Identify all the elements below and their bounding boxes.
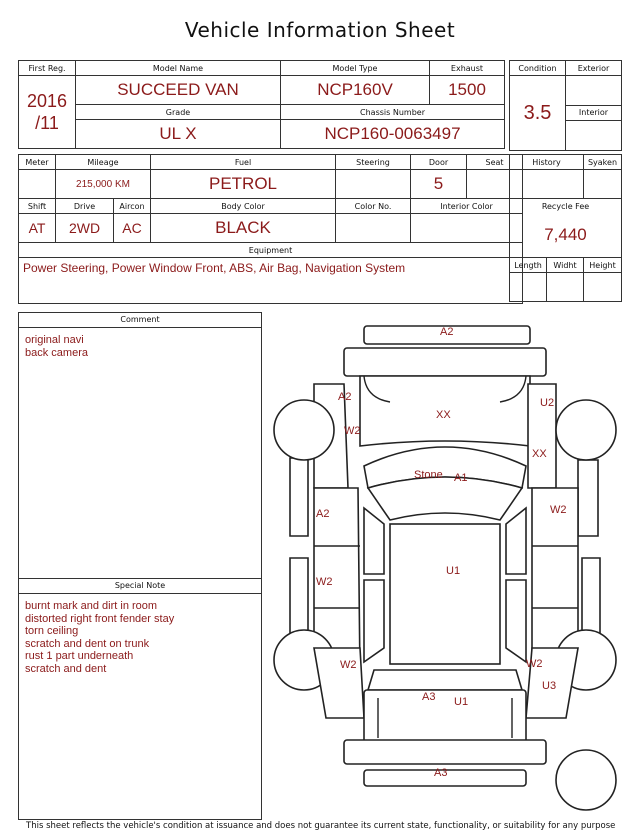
special-note-line: rust 1 part underneath — [25, 650, 134, 662]
page-title: Vehicle Information Sheet — [184, 18, 456, 42]
condition-header: Condition — [510, 61, 566, 76]
label-rear-glass: A3 — [422, 691, 436, 703]
syaken-value — [584, 170, 622, 199]
seat-header: Seat — [467, 155, 523, 170]
shift-value: AT — [19, 214, 56, 243]
first-reg-year: 2016 — [26, 91, 68, 111]
first-reg-month: /11 — [35, 113, 59, 133]
first-reg-value — [19, 76, 76, 149]
body-color-header: Body Color — [151, 199, 336, 214]
label-left-rear-door: W2 — [316, 576, 333, 588]
left-rear-fender — [314, 648, 364, 718]
width-header: Widht — [547, 258, 584, 273]
windshield-glass — [368, 477, 522, 520]
special-note-line: scratch and dent — [25, 662, 107, 675]
left-front-window — [364, 508, 384, 574]
meter-header: Meter — [19, 155, 56, 170]
height-header: Height — [584, 258, 622, 273]
label-windshield-grade: A1 — [454, 472, 468, 484]
chassis-header: Chassis Number — [281, 105, 505, 120]
left-rear-window — [364, 580, 384, 662]
special-note-line: distorted right front fender stay — [25, 612, 175, 625]
special-note-body — [19, 594, 261, 681]
vehicle-spec-table — [18, 60, 505, 149]
rear-bumper-upper — [344, 740, 546, 764]
drive-header: Drive — [56, 199, 114, 214]
length-header: Length — [510, 258, 547, 273]
door-header: Door — [411, 155, 467, 170]
aircon-header: Aircon — [114, 199, 151, 214]
exhaust-value: 1500 — [430, 76, 505, 105]
disclaimer-footer: This sheet reflects the vehicle's condition at issuance and does not guarantee its current state, functionality, or suitability for any purpose — [26, 821, 616, 831]
label-left-front-fender-2: W2 — [344, 425, 361, 437]
roof — [390, 524, 500, 664]
right-rear-window — [506, 580, 526, 662]
model-type-value: NCP160V — [281, 76, 430, 105]
comment-line: original navi — [25, 334, 84, 346]
interior-color-header: Interior Color — [411, 199, 523, 214]
grade-value: UL X — [76, 120, 281, 149]
exhaust-header: Exhaust — [430, 61, 505, 76]
special-note-line: torn ceiling — [25, 625, 79, 637]
equipment-header: Equipment — [19, 243, 523, 258]
color-no-header: Color No. — [336, 199, 411, 214]
label-right-rear-fender: W2 — [526, 658, 543, 670]
fuel-value: PETROL — [151, 170, 336, 199]
comment-header: Comment — [19, 313, 261, 328]
drive-value: 2WD — [56, 214, 114, 243]
special-note-line: burnt mark and dirt in room — [25, 600, 158, 612]
history-value — [510, 170, 584, 199]
left-front-wheel — [274, 400, 334, 460]
label-right-rear-fender-2: U3 — [542, 680, 557, 692]
fuel-header: Fuel — [151, 155, 336, 170]
comment-body — [19, 328, 261, 578]
body-color-value: BLACK — [151, 214, 336, 243]
height-value — [584, 273, 622, 302]
interior-header: Interior — [566, 105, 622, 120]
meter-value — [19, 170, 56, 199]
label-windshield-stone: Stone — [414, 469, 443, 481]
notes-panel — [18, 312, 262, 820]
hood — [344, 348, 546, 376]
recycle-fee-value: 7,440 — [510, 213, 622, 258]
car-damage-diagram — [268, 318, 632, 818]
label-left-rear-fender: W2 — [340, 659, 357, 671]
rear-glass — [368, 670, 522, 690]
special-note-line: scratch and dent on trunk — [25, 637, 150, 650]
mileage-header: Mileage — [56, 155, 151, 170]
label-front-bumper: A2 — [440, 326, 454, 338]
mileage-value: 215,000 KM — [56, 170, 151, 199]
door-value: 5 — [411, 170, 467, 199]
label-roof: U1 — [446, 565, 461, 577]
first-reg-header: First Reg. — [19, 61, 76, 76]
condition-value: 3.5 — [510, 76, 566, 151]
label-right-front-fender-2: XX — [532, 448, 547, 460]
steering-value — [336, 170, 411, 199]
label-left-front-door: A2 — [316, 508, 330, 520]
chassis-value: NCP160-0063497 — [281, 120, 505, 149]
label-right-front-fender: U2 — [540, 397, 555, 409]
model-name-header: Model Name — [76, 61, 281, 76]
syaken-header: Syaken — [584, 155, 622, 170]
comment-line: back camera — [25, 346, 88, 359]
model-name-value: SUCCEED VAN — [76, 76, 281, 105]
history-table — [509, 154, 622, 302]
interior-value — [566, 121, 622, 151]
condition-table — [509, 60, 622, 151]
left-front-door-outer — [290, 458, 308, 536]
model-type-header: Model Type — [281, 61, 430, 76]
exterior-header: Exterior — [566, 61, 622, 76]
history-header: History — [510, 155, 584, 170]
label-rear-bumper: A3 — [434, 767, 448, 779]
label-right-front-door: W2 — [550, 504, 567, 516]
label-left-front-fender: A2 — [338, 391, 352, 403]
label-rear-panel: U1 — [454, 696, 469, 708]
length-value — [510, 273, 547, 302]
equipment-value: Power Steering, Power Window Front, ABS, Air Bag, Navigation System — [19, 258, 523, 304]
shift-header: Shift — [19, 199, 56, 214]
color-no-value — [336, 214, 411, 243]
vehicle-detail-table — [18, 154, 523, 304]
grade-header: Grade — [76, 105, 281, 120]
special-note-header: Special Note — [19, 578, 261, 594]
interior-color-value — [411, 214, 523, 243]
steering-header: Steering — [336, 155, 411, 170]
right-front-wheel — [556, 400, 616, 460]
recycle-fee-header: Recycle Fee — [510, 199, 622, 214]
label-hood: XX — [436, 409, 451, 421]
spare-tire — [556, 750, 616, 810]
right-front-window — [506, 508, 526, 574]
rear-panel — [364, 690, 526, 746]
right-front-door-outer — [578, 460, 598, 536]
aircon-value: AC — [114, 214, 151, 243]
width-value — [547, 273, 584, 302]
exterior-value — [566, 76, 622, 106]
